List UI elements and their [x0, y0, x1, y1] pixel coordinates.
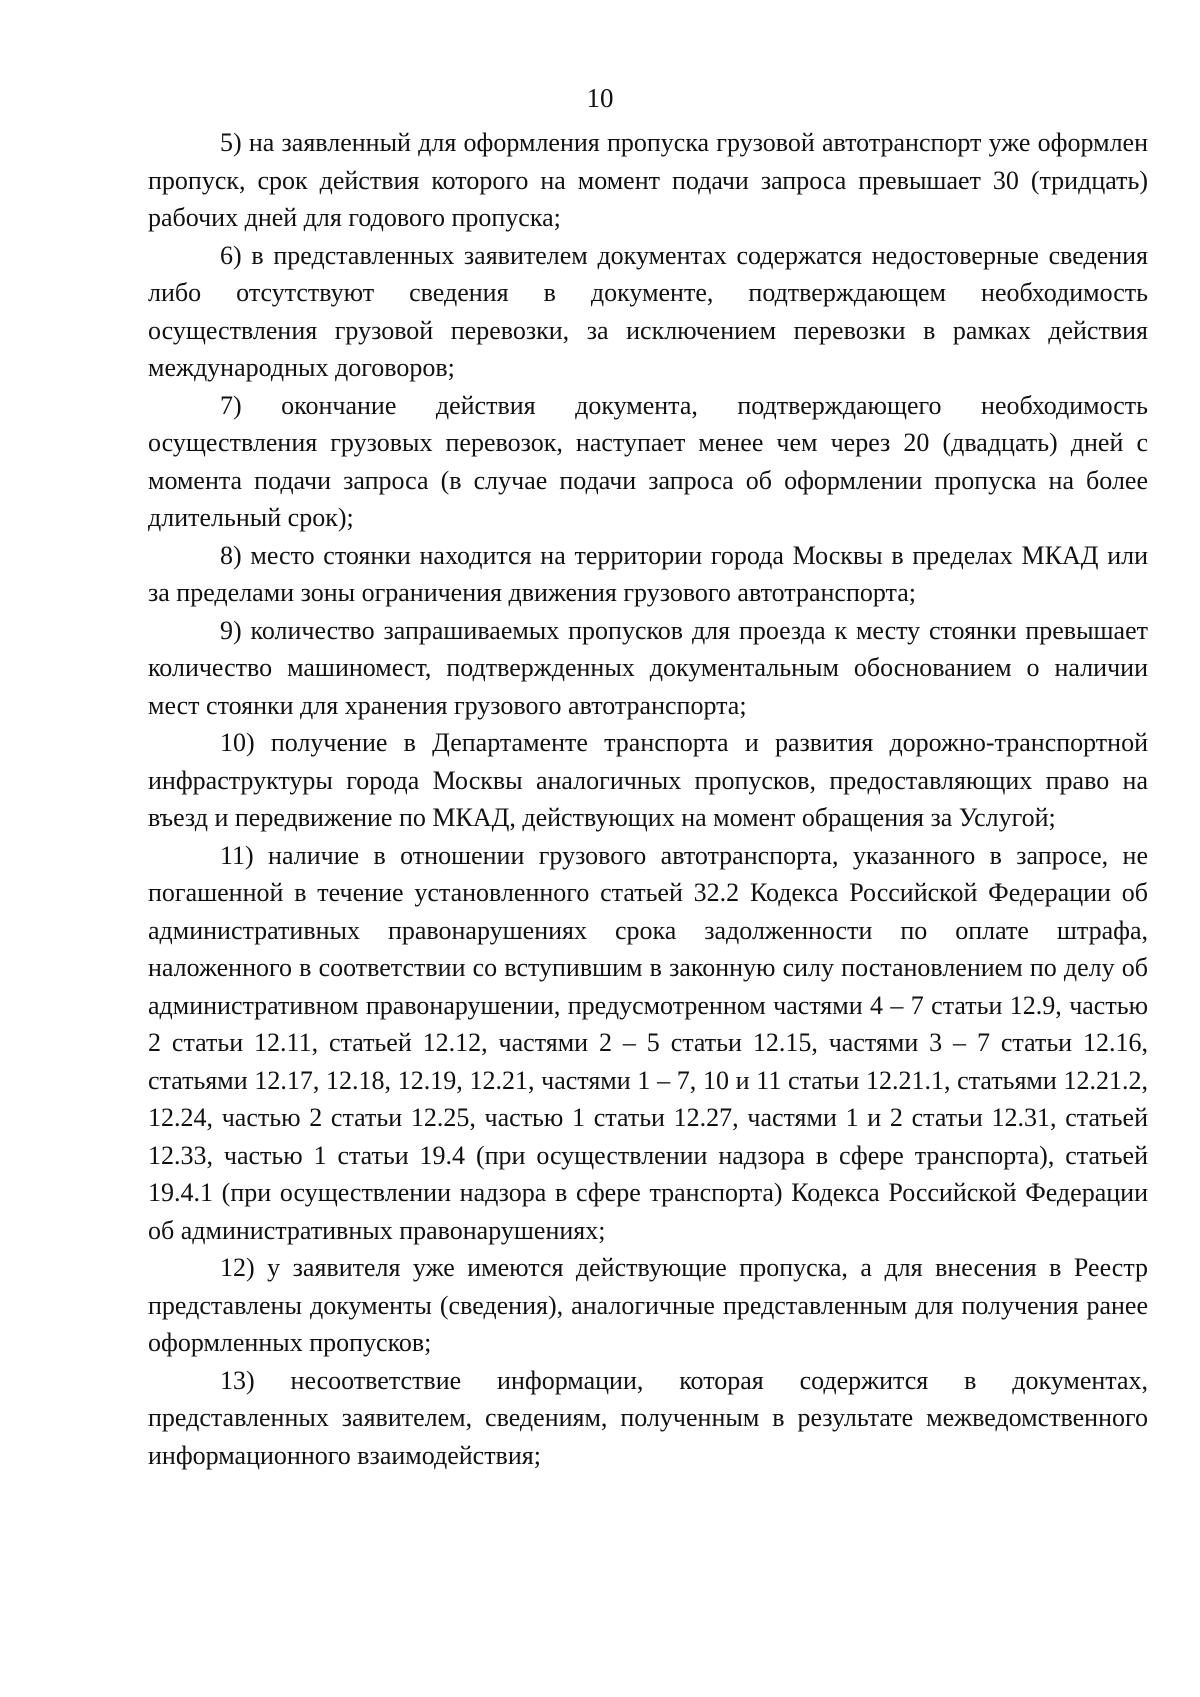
document-body	[148, 124, 1148, 1474]
paragraph-item-10: 10) получение в Департаменте транспорта и развития дорожно-транспортной инфраструктуры города Москвы аналогичных пропусков, предоставляющих право на въезд и передвижение по МКАД, действующих на момент обращения за Услугой;	[148, 728, 1148, 832]
paragraph-item-7: 7) окончание действия документа, подтверждающего необходимость осуществления грузовых перевозок, наступает менее чем через 20 (двадцать) дней с момента подачи запроса (в случае подачи запроса об оформлении пропуска на более длительный срок);	[148, 390, 1148, 532]
paragraph-item-9: 9) количество запрашиваемых пропусков для проезда к месту стоянки превышает количество машиномест, подтвержденных документальным обоснованием о наличии мест стоянки для хранения грузового автотранспорта;	[148, 615, 1148, 720]
paragraph-item-5: 5) на заявленный для оформления пропуска грузовой автотранспорт уже оформлен пропуск, срок действия которого на момент подачи запроса превышает 30 (тридцать) рабочих дней для годового пропуска;	[148, 128, 1148, 232]
paragraph-item-13: 13) несоответствие информации, которая содержится в документах, представленных заявителем, сведениям, полученным в результате межведомственного информационного взаимодействия;	[148, 1365, 1148, 1470]
page-number: 10	[586, 83, 614, 113]
paragraph-item-11: 11) наличие в отношении грузового автотранспорта, указанного в запросе, не погашенной в течение установленного статьей 32.2 Кодекса Российской Федерации об административных правонарушениях срока задолженности по оплате штрафа, наложенного в соответствии со вступившим в законную силу постановлением по делу об административном правонарушении, предусмотренном частями 4 – 7 статьи 12.9, частью 2 статьи 12.11, статьей 12.12, частями 2 – 5 статьи 12.15, частями 3 – 7 статьи 12.16, статьями 12.17, 12.18, 12.19, 12.21, частями 1 – 7, 10 и 11 статьи 12.21.1, статьями 12.21.2, 12.24, частью 2 статьи 12.25, частью 1 статьи 12.27, частями 1 и 2 статьи 12.31, статьей 12.33, частью 1 статьи 19.4 (при осуществлении надзора в сфере транспорта), статьей 19.4.1 (при осуществлении надзора в сфере транспорта) Кодекса Российской Федерации об административных правонарушениях;	[148, 840, 1148, 1245]
paragraph-item-8: 8) место стоянки находится на территории города Москвы в пределах МКАД или за пределами зоны ограничения движения грузового автотранспорта;	[148, 540, 1148, 607]
paragraph-item-6: 6) в представленных заявителем документах содержатся недостоверные сведения либо отсутствуют сведения в документе, подтверждающем необходимость осуществления грузовой перевозки, за исключением перевозки в рамках действия международных договоров;	[148, 240, 1148, 382]
paragraph-item-12: 12) у заявителя уже имеются действующие пропуска, а для внесения в Реестр представлены документы (сведения), аналогичные представленным для получения ранее оформленных пропусков;	[148, 1253, 1148, 1357]
